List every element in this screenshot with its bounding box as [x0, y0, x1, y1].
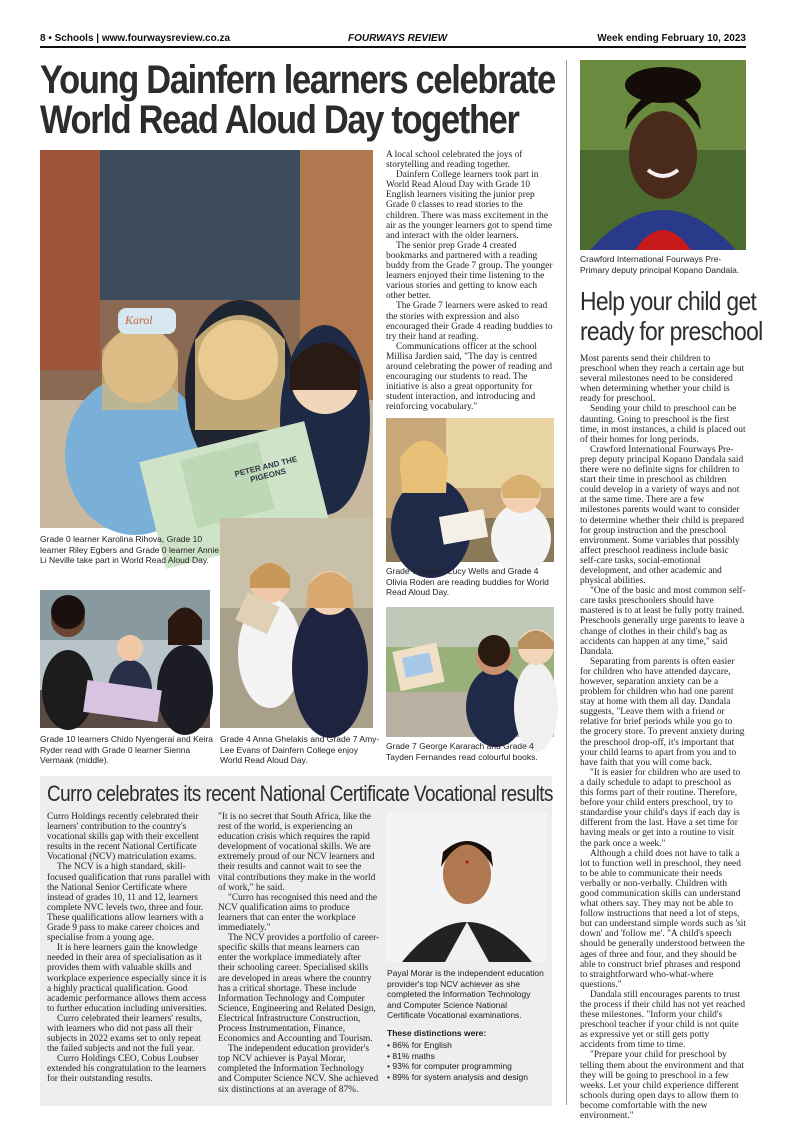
paragraph: "One of the basic and most common self-care tasks preschoolers should have mastered is to at least be fully potty trained. Preschools generally urge parents to leave a change of clothes in their child's bag as accidents can happen at any time," said Dandala.	[580, 586, 746, 657]
issue-date: Week ending February 10, 2023	[597, 33, 746, 44]
caption-photo-george: Grade 7 George Kararach and Grade 4 Tayden Fernandes read colourful books.	[386, 741, 538, 762]
photo-kopano-portrait	[580, 60, 746, 250]
paragraph: Communications officer at the school Millisa Jardien said, "The day is centred around celebrating the power of reading and encouraging our students to read. The initiative is also a great opportunity for student interaction, and introducing and reinforcing vocabulary."	[386, 341, 553, 413]
list-item: • 89% for system analysis and design	[387, 1072, 547, 1083]
paragraph: "Curro has recognised this need and the NCV qualification aims to produce learners that can enter the workplace immediately."	[218, 892, 378, 934]
paragraph: Dandala still encourages parents to trust the process if their child has not yet reached these milestones. "Inform your child's preschool teacher if your child is not quite as expressive yet or still gets potty accidents from time to time.	[580, 989, 746, 1051]
main-article-body	[386, 150, 554, 412]
paragraph: Although a child does not have to talk a lot to function well in preschool, they need to be able to communicate their needs verbally or non-verbally. Children with good communication skills can understand what others say. They may not be able to follow instructions that need a lot of steps, but can understand simple words such as 'sit down' and 'follow me'. "A child's speech should be generally understood between the ages of three and four, and they should be able to construct brief phrases and respond to straightforward who-what-where questions."	[580, 848, 746, 990]
paragraph: "It is no secret that South Africa, like the rest of the world, is experiencing an education crisis which requires the rapid development of vocational skills. We are extremely proud of our NCV learners and their results and cannot wait to see the vital contributions they make in the world of work," he said.	[218, 812, 376, 893]
paragraph: The senior prep Grade 4 created bookmarks and partnered with a reading buddy from the Grade 7 group. The younger learners enjoyed their time listening to the various stories and getting to know each other better.	[386, 240, 553, 302]
book-title: PETER AND THE PIGEONS	[233, 454, 299, 485]
paragraph: Curro Holdings CEO, Cobus Loubser extended his congratulation to the learners for their outstanding results.	[47, 1054, 207, 1085]
paragraph: The independent education provider's top NCV achiever is Payal Morar, completed the Information Technology and Computer Science NCV. She achieved six distinctions at an average of 87%.	[218, 1044, 379, 1095]
paragraph: Sending your child to preschool can be daunting. Going to preschool is the first time, in most instances, a child is placed out of their homes for long periods.	[580, 404, 746, 445]
caption-kopano: Crawford International Fourways Pre-Primary deputy principal Kopano Dandala.	[580, 254, 740, 275]
main-photo	[40, 150, 373, 528]
photo-lucy-olivia	[386, 418, 554, 562]
photo-chido-keira	[40, 590, 210, 728]
paragraph: The NCV provides a portfolio of career-specific skills that means learners can enter the workplace immediately after their schooling career. Specialised skills are developed in areas where the country has a critical shortage. These include Information Technology and Computer Science, Engineering and Related Design, Electrical Infrastructure Construction, Process Instrumentation, Finance, Economics and Accounting and Tourism.	[218, 933, 380, 1045]
photo-anna-amylee	[220, 518, 373, 728]
crown-name: Karol	[125, 313, 153, 327]
photo-george-tayden	[386, 607, 554, 737]
main-headline-line1: Young Dainfern learners celebrate	[40, 58, 556, 102]
publication-name: FOURWAYS REVIEW	[348, 33, 448, 44]
paragraph: Dainfern College learners took part in World Read Aloud Day with Grade 10 English learners visiting the junior prep Grade 0 classes to read stories to the children. There was mass excitement in the air as the younger learners got to spend time and interact with the older learners.	[386, 170, 553, 241]
paragraph: "Prepare your child for preschool by telling them about the environment and that they will be going to preschool in a few weeks. Let your child experience different schools during open days to allow them to become comfortable with the new environment."	[580, 1050, 745, 1121]
caption-payal-morar: Payal Morar is the independent education provider's top NCV achiever as she completed the Information Technology and Computer Science National Certificate Vocational examinations.	[387, 968, 544, 1020]
paragraph: Separating from parents is often easier for children who have attended daycare, however, separation anxiety can be a problem for children who had one parent stay at home with them all day. Dandala suggests, "Leave them with a friend or relative for brief periods while you go to the grocery store. To prevent anxiety during the preschool drop-off, it's important that your child learns to apart from you and to have faith that you will come back.	[580, 656, 745, 768]
side-headline-line1: Help your child get	[580, 286, 757, 316]
paragraph: Curro Holdings recently celebrated their learners' contribution to the country's vocational skills gap with their excellent results in the recent National Certificate Vocational (NCV) matriculation exams.	[47, 812, 199, 863]
side-headline-line2: ready for preschool	[580, 316, 763, 346]
paragraph: It is here learners gain the knowledge needed in their area of specialisation as it provides them with valuable skills and workplace experience especially since it is a highly practical qualification. Good academic performance allows them access to further education including universities.	[47, 943, 207, 1014]
list-item: • 81% maths	[387, 1051, 547, 1062]
paragraph: The Grade 7 learners were asked to read the stories with expression and also encouraged their Grade 4 reading buddies to try their hand at reading.	[386, 301, 553, 342]
side-article-body	[580, 354, 746, 1121]
column-divider	[566, 60, 567, 1105]
paragraph: The NCV is a high standard, skill-focused qualification that runs parallel with the National Senior Certificate where instead of grades 10, 11 and 12, learners complete NVC levels two, three and four. These qualifications allow learners with a Grade 9 pass to make career choices and specialise from a young age.	[47, 862, 211, 944]
photo-payal-morar	[387, 812, 547, 962]
page-info: 8 • Schools | www.fourwaysreview.co.za	[40, 33, 231, 44]
list-item: • 86% for English	[387, 1040, 547, 1051]
caption-photo-lucy: Grade 7 learner Lucy Wells and Grade 4 Olivia Roden are reading buddies for World Read Aloud Day.	[386, 566, 549, 597]
main-headline-line2: World Read Aloud Day together	[40, 98, 519, 142]
caption-photo-anna: Grade 4 Anna Ghelakis and Grade 7 Amy-Lee Evans of Dainfern College enjoy World Read Aloud Day.	[220, 734, 380, 765]
caption-main-photo: Grade 0 learner Karolina Rihova, Grade 10 learner Riley Egbers and Grade 0 learner Annie Li Neville take part in World Read Aloud Day.	[40, 534, 220, 565]
curro-headline: Curro celebrates its recent National Certificate Vocational results	[47, 781, 553, 806]
paragraph: "It is easier for children who are used to a daily schedule to adapt to preschool as this forms part of their routine. Therefore, before your child enters preschool, try to standardise your child's days if each day is different from the last. Have a set time for having meals or get into a routine to visit the park once a week."	[580, 767, 741, 849]
header-rule	[40, 46, 746, 48]
distinctions-title: These distinctions were:	[387, 1028, 487, 1038]
distinctions-list	[387, 1040, 547, 1082]
paragraph: Curro celebrated their learners' results, with learners who did not pass all their subjects in 2022 exams set to only repeat the failed subjects and not the full year.	[47, 1013, 203, 1055]
paragraph: Most parents send their children to preschool when they reach a certain age but several milestones need to be considered when determining whether your child is ready for preschool.	[580, 354, 745, 405]
curro-col2	[218, 812, 380, 1102]
curro-col1	[47, 812, 212, 1102]
caption-photo-chido: Grade 10 learners Chido Nyengerai and Keira Ryder read with Grade 0 learner Sienna Vermaak (middle).	[40, 734, 213, 765]
list-item: • 93% for computer programming	[387, 1061, 547, 1072]
paragraph: Crawford International Fourways Pre-prep deputy principal Kopano Dandala said there were no definite signs for children to start their time in preschool as children could develop in a variety of ways and not at the same time. There are a few milestones parents would want to consider to determine whether their child is prepared for group instruction and the preschool environment. Some variables that possibly affect preschool readiness include basic self-care tasks, social-emotional development, and other academic and physical abilities.	[580, 444, 744, 587]
paragraph: A local school celebrated the joys of storytelling and reading together.	[386, 150, 523, 171]
